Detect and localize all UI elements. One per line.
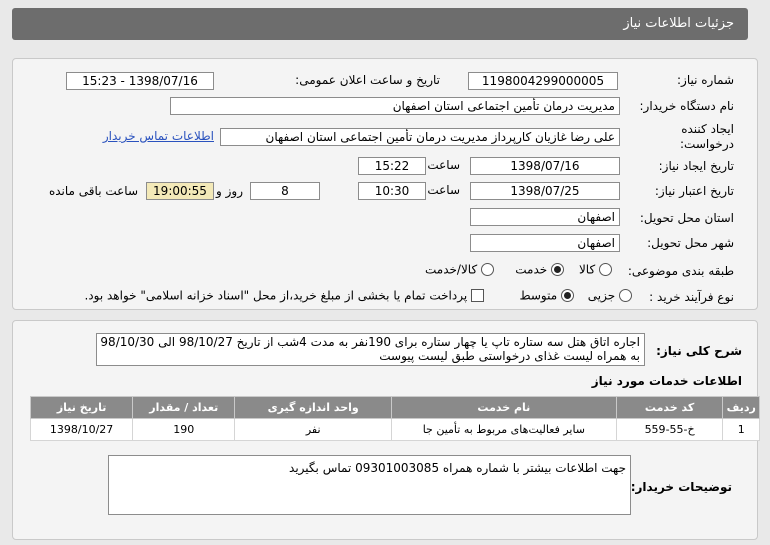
checkbox-icon[interactable] [471,289,484,302]
radio-selected-icon[interactable] [561,289,574,302]
category-option-goods-service[interactable]: کالا/خدمت [425,262,494,277]
summary-line-2: به همراه لیست غذای درخواستی طبق لیست پیوست [379,349,640,363]
cell-quantity: 190 [133,419,235,441]
summary-line-1: اجاره اتاق هتل سه ستاره تاپ یا چهار ستاره برای 190نفر به مدت 4شب از تاریخ 98/10/27 الی 98/10/30 [100,335,640,349]
table-row [31,419,760,441]
summary-label: شرح کلی نیاز: [656,344,742,358]
city-field: اصفهان [470,234,620,252]
requester-label: ایجاد کننده درخواست: [680,122,734,151]
cell-row: 1 [723,419,760,441]
page-header [12,8,748,40]
radio-selected-icon[interactable] [551,263,564,276]
create-time-field: 15:22 [358,157,426,175]
col-unit-header: واحد اندازه گیری [235,397,392,419]
validity-time-field: 10:30 [358,182,426,200]
create-time-label: ساعت [427,158,460,172]
announce-label: تاریخ و ساعت اعلان عمومی: [295,73,440,87]
create-date-field: 1398/07/16 [470,157,620,175]
buyer-org-label: نام دستگاه خریدار: [639,99,734,113]
col-quantity-header: تعداد / مقدار [133,397,235,419]
radio-icon[interactable] [599,263,612,276]
buyer-notes-field: جهت اطلاعات بیشتر با شماره همراه 09301003085 تماس بگیرید [108,455,631,515]
city-label: شهر محل تحویل: [647,236,734,250]
need-number-label: شماره نیاز: [677,73,734,87]
category-label: طبقه بندی موضوعی: [627,264,734,278]
create-date-label: تاریخ ایجاد نیاز: [658,159,734,173]
radio-icon[interactable] [619,289,632,302]
days-label: روز و [216,184,243,198]
cell-unit: نفر [235,419,392,441]
table-header-row [31,397,760,419]
page-title: جزئیات اطلاعات نیاز [623,16,734,31]
services-title: اطلاعات خدمات مورد نیاز [591,374,742,388]
summary-field [96,333,645,366]
cell-date: 1398/10/27 [31,419,133,441]
remaining-label: ساعت باقی مانده [48,184,138,198]
contact-info-link[interactable]: اطلاعات تماس خریدار [102,129,214,143]
province-label: استان محل تحویل: [639,211,734,225]
category-option-goods[interactable]: کالا [579,262,612,277]
col-name-header: نام خدمت [392,397,617,419]
buyer-notes-label: توضیحات خریدار: [630,480,732,494]
announce-datetime-field: 1398/07/16 - 15:23 [66,72,214,90]
province-field: اصفهان [470,208,620,226]
buyer-org-field: مدیریت درمان تأمین اجتماعی استان اصفهان [170,97,620,115]
need-number-field: 1198004299000005 [468,72,618,90]
requester-field: علی رضا غازیان کارپرداز مدیریت درمان تأمین اجتماعی استان اصفهان [220,128,620,146]
category-option-service[interactable]: خدمت [515,262,564,277]
services-table [30,396,760,441]
validity-date-field: 1398/07/25 [470,182,620,200]
col-code-header: کد خدمت [616,397,723,419]
treasury-payment-option[interactable]: پرداخت تمام یا بخشی از مبلغ خرید،از محل "اسناد خزانه اسلامی" خواهد بود. [84,288,484,303]
process-option-minor[interactable]: جزیی [588,288,632,303]
remaining-time-field: 19:00:55 [146,182,214,200]
cell-code: خ-55-559 [616,419,723,441]
cell-name: سایر فعالیت‌های مربوط به تأمین جا [392,419,617,441]
col-row-header: ردیف [723,397,760,419]
validity-time-label: ساعت [427,183,460,197]
days-remaining-field: 8 [250,182,320,200]
process-option-medium[interactable]: متوسط [519,288,574,303]
radio-icon[interactable] [481,263,494,276]
col-date-header: تاریخ نیاز [31,397,133,419]
process-type-label: نوع فرآیند خرید : [649,290,734,304]
validity-date-label: تاریخ اعتبار نیاز: [654,184,734,198]
